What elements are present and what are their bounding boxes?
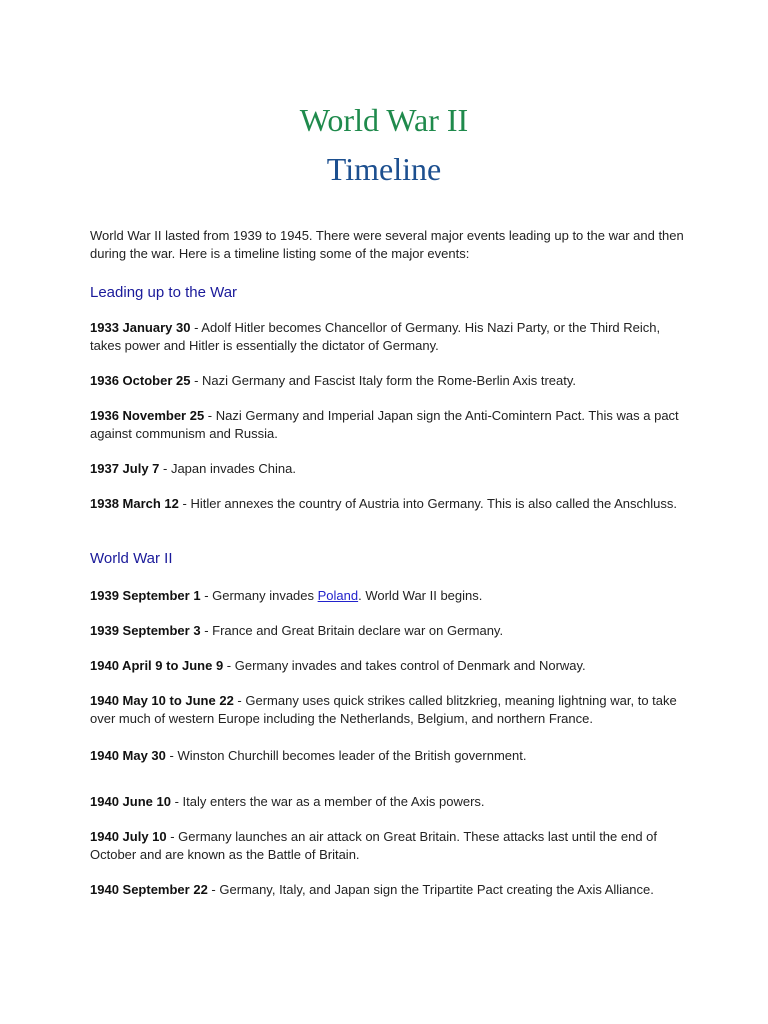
timeline-event	[90, 692, 690, 728]
event-text: - France and Great Britain declare war on Germany.	[200, 623, 504, 638]
section-heading-leading: Leading up to the War	[90, 284, 238, 301]
event-date: 1940 July 10	[90, 829, 167, 844]
event-text: . World War II begins.	[358, 588, 483, 603]
event-date: 1936 November 25	[90, 408, 205, 423]
event-date: 1933 January 30	[90, 320, 191, 335]
event-text: - Italy enters the war as a member of the Axis powers.	[170, 794, 485, 809]
timeline-event	[90, 881, 690, 899]
event-text: - Nazi Germany and Fascist Italy form the Rome-Berlin Axis treaty.	[190, 373, 576, 388]
event-date: 1940 May 30	[90, 748, 166, 763]
event-date: 1940 April 9 to June 9	[90, 658, 224, 673]
event-text: - Germany, Italy, and Japan sign the Tripartite Pact creating the Axis Alliance.	[207, 882, 654, 897]
timeline-event	[90, 828, 690, 864]
timeline-event	[90, 747, 690, 765]
event-date: 1940 June 10	[90, 794, 171, 809]
timeline-event	[90, 495, 690, 513]
page-title: World War II	[299, 102, 469, 138]
timeline-event	[90, 319, 690, 355]
event-text: - Germany launches an air attack on Great Britain. These attacks last until the end of October and are known as the Battle of Britain.	[90, 829, 658, 862]
event-date: 1940 September 22	[90, 882, 208, 897]
intro-paragraph: World War II lasted from 1939 to 1945. There were several major events leading up to the war and then during the war. Here is a timeline listing some of the major events:	[90, 228, 684, 261]
event-text: - Hitler annexes the country of Austria into Germany. This is also called the Anschluss.	[178, 496, 677, 511]
poland-link[interactable]: Poland	[317, 588, 359, 603]
event-text: - Adolf Hitler becomes Chancellor of Germany. His Nazi Party, or the Third Reich, takes power and Hitler is essentially the dictator of Germany.	[90, 320, 661, 353]
timeline-event	[90, 657, 690, 675]
event-text: - Germany invades and takes control of Denmark and Norway.	[223, 658, 586, 673]
event-date: 1936 October 25	[90, 373, 191, 388]
timeline-event	[90, 587, 690, 605]
event-text: - Germany uses quick strikes called blitzkrieg, meaning lightning war, to take over much of western Europe including the Netherlands, Belgium, and northern France.	[90, 693, 677, 726]
timeline-event	[90, 372, 690, 390]
event-text: - Japan invades China.	[159, 461, 296, 476]
timeline-event	[90, 407, 690, 443]
event-date: 1939 September 1	[90, 588, 201, 603]
event-date: 1940 May 10 to June 22	[90, 693, 234, 708]
section-heading-war: World War II	[90, 550, 173, 567]
event-date: 1937 July 7	[90, 461, 160, 476]
timeline-event	[90, 622, 690, 640]
event-date: 1939 September 3	[90, 623, 201, 638]
event-text: - Winston Churchill becomes leader of the British government.	[165, 748, 527, 763]
event-date: 1938 March 12	[90, 496, 179, 511]
timeline-event	[90, 793, 690, 811]
event-text: - Germany invades	[200, 588, 318, 603]
page-subtitle: Timeline	[326, 151, 442, 187]
timeline-event	[90, 460, 690, 478]
event-text: - Nazi Germany and Imperial Japan sign the Anti-Comintern Pact. This was a pact against communism and Russia.	[90, 408, 679, 441]
